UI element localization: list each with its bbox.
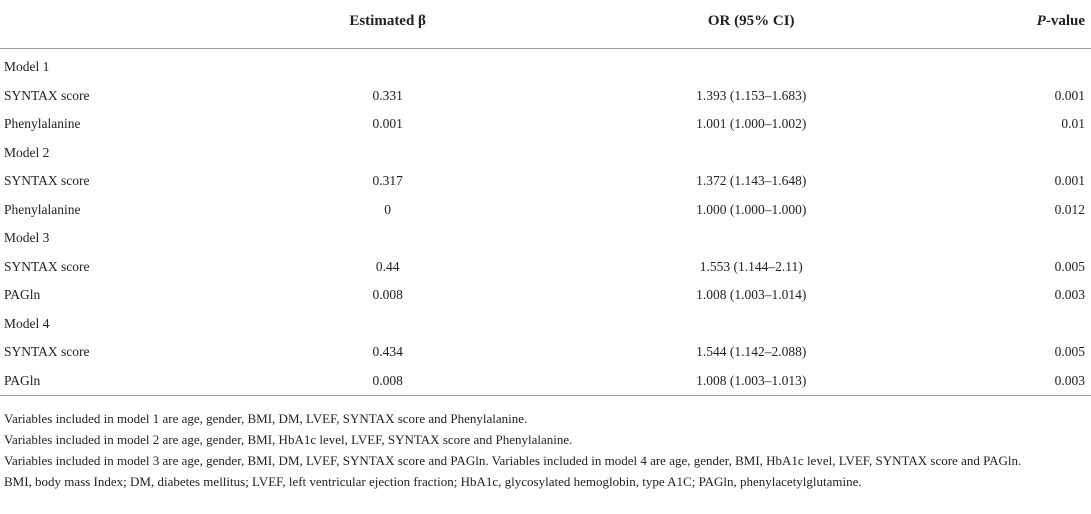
row-label: Phenylalanine [4, 201, 81, 217]
row-p [960, 224, 1091, 253]
row-beta: 0.008 [233, 367, 542, 396]
table-row [0, 167, 1091, 196]
row-label: Model 2 [4, 144, 50, 160]
row-or [542, 224, 960, 253]
table-row [0, 253, 1091, 282]
table-row [0, 82, 1091, 111]
row-label: PAGln [0, 367, 233, 396]
row-p: 0.003 [1054, 287, 1085, 303]
table-row [0, 338, 1091, 367]
row-or: 1.372 (1.143–1.648) [696, 173, 807, 189]
row-beta: 0.001 [372, 116, 403, 132]
header-p-italic: P [1036, 12, 1046, 29]
row-beta: 0.331 [372, 87, 403, 103]
row-or: 1.553 (1.144–2.11) [699, 258, 803, 274]
header-odds-ratio: OR (95% CI) [542, 0, 960, 49]
table-footnotes [4, 408, 1087, 492]
row-p: 0.012 [1054, 201, 1085, 217]
header-row [0, 0, 1091, 49]
table-row [0, 310, 1091, 339]
footnote: Variables included in model 2 are age, gender, BMI, HbA1c level, LVEF, SYNTAX score and Phenylalanine. [4, 432, 573, 447]
row-p: 0.005 [1054, 344, 1085, 360]
header-variable [0, 0, 233, 49]
table-row [0, 49, 1091, 82]
row-p: 0.003 [960, 367, 1091, 396]
row-beta: 0.317 [372, 173, 403, 189]
row-p [960, 310, 1091, 339]
row-or [542, 310, 960, 339]
row-p [960, 49, 1091, 82]
header-estimated-beta: Estimated β [233, 0, 542, 49]
row-or: 1.008 (1.003–1.014) [696, 287, 807, 303]
footnote: BMI, body mass Index; DM, diabetes mellitus; LVEF, left ventricular ejection fraction; HbA1c, glycosylated hemoglobin, type A1C; PAGln, phenylacetylglutamine. [4, 474, 862, 489]
row-beta [233, 310, 542, 339]
row-or: 1.000 (1.000–1.000) [696, 201, 807, 217]
row-beta: 0.44 [375, 258, 400, 274]
row-beta [233, 139, 542, 168]
table-row [0, 281, 1091, 310]
row-label: SYNTAX score [4, 258, 90, 274]
row-p [960, 139, 1091, 168]
row-label: PAGln [4, 287, 41, 303]
table-row [0, 139, 1091, 168]
row-or: 1.544 (1.142–2.088) [696, 344, 807, 360]
row-label: SYNTAX score [4, 87, 90, 103]
row-or [542, 139, 960, 168]
footnote: Variables included in model 1 are age, gender, BMI, DM, LVEF, SYNTAX score and Phenylalanine. [4, 411, 528, 426]
row-beta [233, 224, 542, 253]
row-label: Phenylalanine [4, 116, 81, 132]
header-p-suffix: -value [1045, 12, 1085, 29]
row-p: 0.01 [1061, 116, 1085, 132]
row-label: Model 4 [4, 315, 50, 331]
row-beta [233, 49, 542, 82]
row-or [542, 49, 960, 82]
table-body [0, 49, 1091, 396]
row-p: 0.005 [1054, 258, 1085, 274]
row-label: SYNTAX score [4, 344, 90, 360]
row-beta: 0 [384, 201, 392, 217]
table-row [0, 110, 1091, 139]
row-beta: 0.008 [372, 287, 403, 303]
row-or: 1.001 (1.000–1.002) [696, 116, 807, 132]
row-p: 0.001 [1054, 173, 1085, 189]
table-row [0, 224, 1091, 253]
table-row [0, 367, 1091, 396]
row-label: Model 3 [4, 230, 50, 246]
row-label: SYNTAX score [4, 173, 90, 189]
row-beta: 0.434 [372, 344, 403, 360]
table-row [0, 196, 1091, 225]
row-or: 1.008 (1.003–1.013) [542, 367, 960, 396]
row-p: 0.001 [1054, 87, 1085, 103]
header-p-value [960, 0, 1091, 49]
table-header [0, 0, 1091, 49]
footnote: Variables included in model 3 are age, gender, BMI, DM, LVEF, SYNTAX score and PAGln. Variables included in model 4 are age, gender, BMI, HbA1c level, LVEF, SYNTAX score and PAGln. [4, 453, 1022, 468]
row-label: Model 1 [4, 59, 50, 75]
row-or: 1.393 (1.153–1.683) [696, 87, 807, 103]
